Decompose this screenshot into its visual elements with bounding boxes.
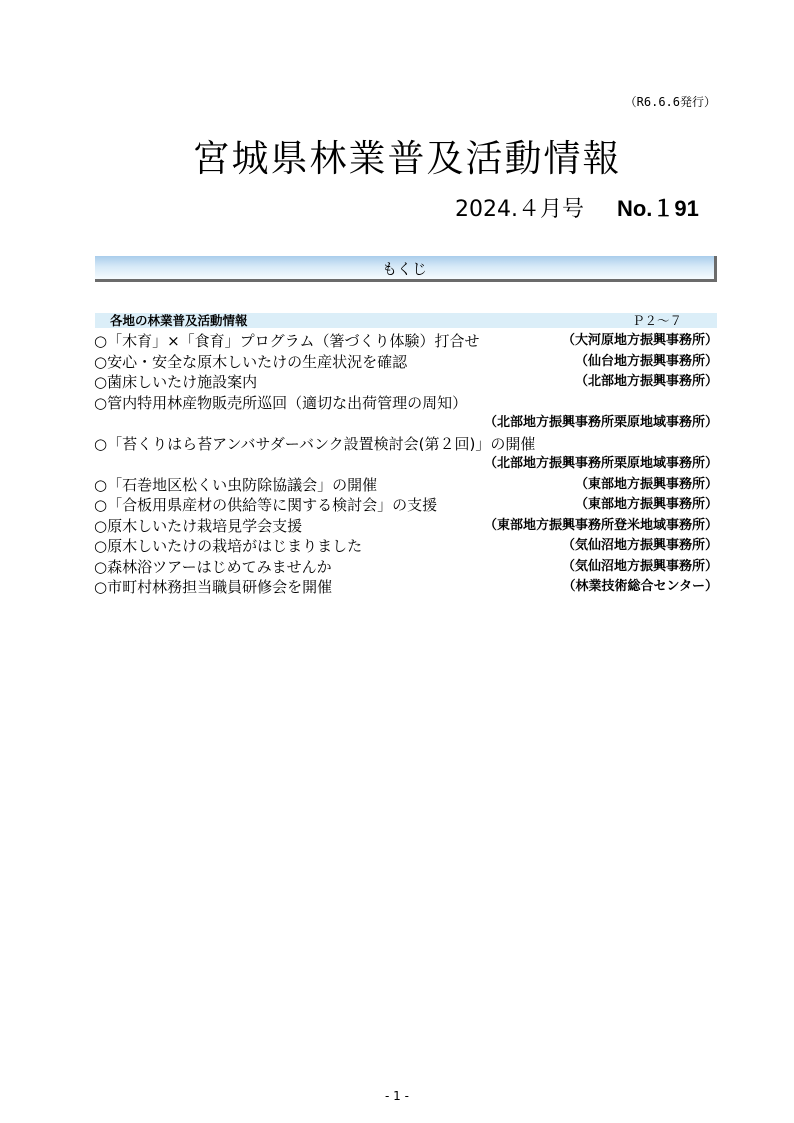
section-pages: Ｐ２～７ bbox=[631, 313, 682, 328]
section-label: 各地の林業普及活動情報 bbox=[110, 313, 248, 328]
toc-row[interactable] bbox=[94, 393, 718, 414]
toc-entry-office: （林業技術総合センター） bbox=[562, 579, 718, 594]
toc-list bbox=[94, 331, 718, 598]
toc-entry-title: ○「木育」×「食育」プログラム（箸づくり体験）打合せ bbox=[94, 332, 480, 350]
toc-entry-office: （大河原地方振興事務所） bbox=[561, 333, 718, 348]
toc-entry-office: （東部地方振興事務所） bbox=[574, 497, 718, 512]
issue-number: No.１91 bbox=[616, 196, 699, 221]
toc-entry-title: ○「苔くりはら苔アンバサダーバンク設置検討会(第２回)」の開催 bbox=[94, 434, 536, 453]
toc-heading: もくじ bbox=[381, 260, 427, 278]
toc-row[interactable] bbox=[94, 557, 718, 578]
toc-entry-office: （東部地方振興事務所登米地域事務所） bbox=[483, 517, 718, 533]
toc-row[interactable] bbox=[94, 372, 718, 393]
toc-entry-title: ○原木しいたけ栽培見学会支援 bbox=[94, 516, 303, 535]
toc-entry-title: ○「石巻地区松くい虫防除協議会」の開催 bbox=[94, 475, 378, 494]
toc-entry-office: （東部地方振興事務所） bbox=[574, 476, 718, 492]
page-title: 宮城県林業普及活動情報 bbox=[192, 137, 622, 180]
toc-row[interactable] bbox=[94, 516, 718, 537]
toc-entry-title: ○森林浴ツアーはじめてみませんか bbox=[94, 557, 332, 576]
toc-row[interactable] bbox=[94, 536, 718, 557]
page-number: - 1 - bbox=[385, 1089, 409, 1103]
toc-row[interactable] bbox=[94, 352, 718, 373]
toc-row bbox=[94, 454, 718, 475]
toc-row[interactable] bbox=[94, 331, 718, 352]
toc-entry-office: （北部地方振興事務所） bbox=[574, 374, 718, 389]
toc-entry-office: （仙台地方振興事務所） bbox=[574, 353, 718, 369]
toc-heading-bar bbox=[95, 256, 717, 282]
toc-entry-title: ○原木しいたけの栽培がはじまりました bbox=[94, 537, 363, 555]
toc-entry-title: ○安心・安全な原木しいたけの生産状況を確認 bbox=[94, 352, 408, 371]
issue-date: （R6.6.6発行） bbox=[624, 95, 716, 109]
toc-row[interactable] bbox=[94, 434, 718, 455]
toc-entry-office: （気仙沼地方振興事務所） bbox=[561, 538, 718, 553]
toc-section-header bbox=[95, 313, 717, 328]
toc-entry-title: ○菌床しいたけ施設案内 bbox=[94, 373, 258, 391]
toc-row[interactable] bbox=[94, 577, 718, 598]
toc-entry-office: （北部地方振興事務所栗原地域事務所） bbox=[483, 456, 718, 471]
toc-entry-title: ○管内特用林産物販売所巡回（適切な出荷管理の周知） bbox=[94, 393, 468, 412]
toc-row[interactable] bbox=[94, 475, 718, 496]
toc-row bbox=[94, 413, 718, 434]
toc-entry-office: （北部地方振興事務所栗原地域事務所） bbox=[483, 415, 718, 430]
issue-line bbox=[455, 192, 699, 223]
toc-entry-title: ○市町村林務担当職員研修会を開催 bbox=[94, 578, 333, 596]
toc-entry-office: （気仙沼地方振興事務所） bbox=[561, 558, 718, 574]
toc-entry-title: ○「合板用県産材の供給等に関する検討会」の支援 bbox=[94, 496, 438, 514]
issue-month: 2024.４月号 bbox=[455, 197, 584, 222]
toc-row[interactable] bbox=[94, 495, 718, 516]
